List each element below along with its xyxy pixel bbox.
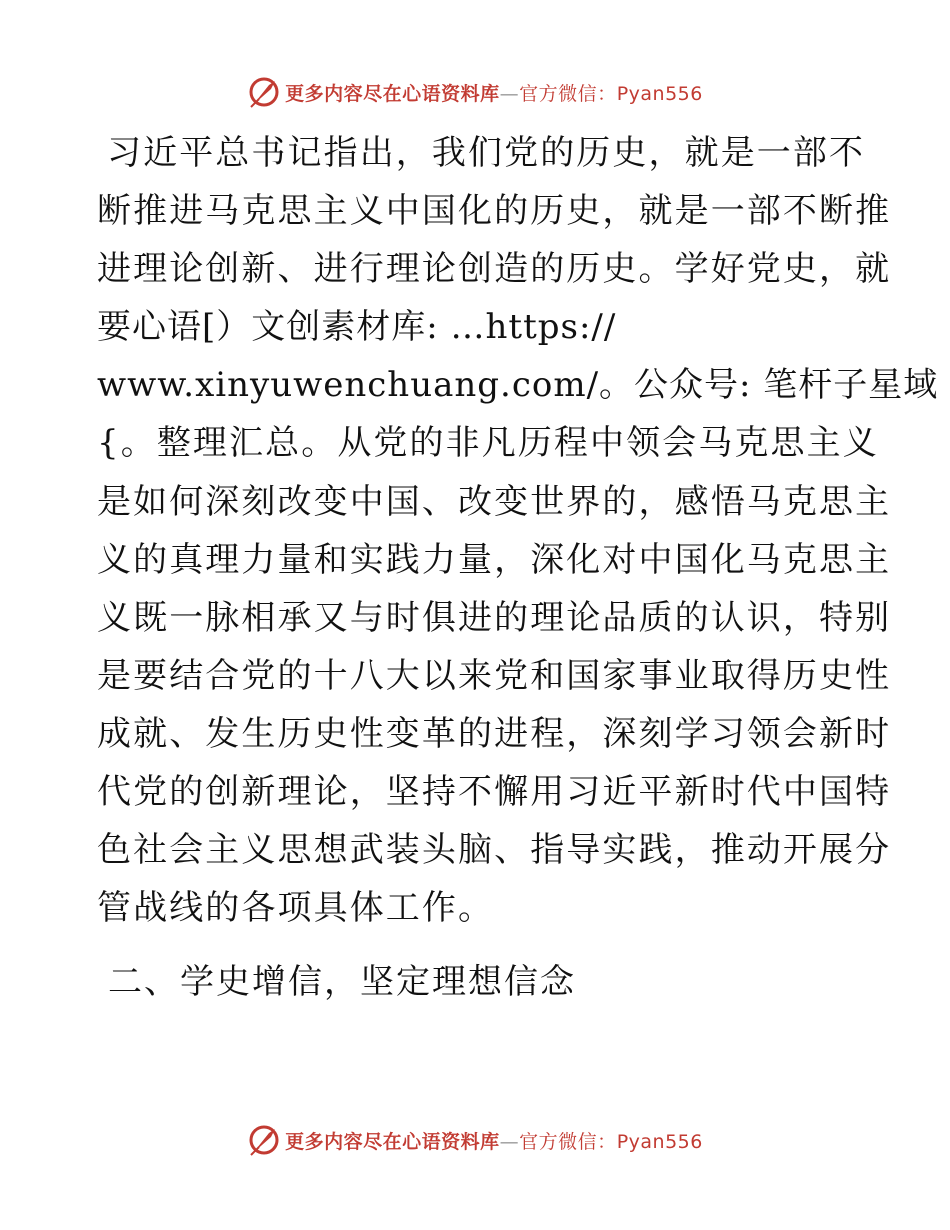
body-line: www.xinyuwenchuang.com/。公众号: 笔杆子星域 [97,365,939,406]
quill-pen-logo-icon [247,1123,281,1157]
body-line: 义既一脉相承又与时俱进的理论品质的认识，特别 [97,597,892,638]
body-line: 断推进马克思主义中国化的历史，就是一部不断推 [97,191,892,232]
body-line: 要心语[）文创素材库: …https:// [97,307,617,348]
body-line: 代党的创新理论，坚持不懈用习近平新时代中国特 [97,772,892,813]
watermark-id: Pyan556 [616,1130,703,1153]
watermark-official: 官方微信： [519,82,617,105]
quill-pen-logo-icon [247,75,281,109]
body-line: {。整理汇总。从党的非凡历程中领会马克思主义 [97,423,879,464]
watermark-separator: — [499,1130,520,1153]
watermark-official: 官方微信： [519,1130,617,1153]
watermark-id: Pyan556 [616,82,703,105]
body-line: 是要结合党的十八大以来党和国家事业取得历史性 [97,655,892,696]
body-line: 成就、发生历史性变革的进程，深刻学习领会新时 [97,713,892,754]
body-line: 是如何深刻改变中国、改变世界的，感悟马克思主 [97,481,892,522]
footer-watermark [0,1120,950,1160]
body-line: 进理论创新、进行理论创造的历史。学好党史，就 [97,249,892,290]
watermark-text [285,79,703,106]
watermark-text [285,1127,703,1154]
header-watermark [0,72,950,112]
body-line: 习近平总书记指出，我们党的历史，就是一部不 [107,133,866,173]
document-body [97,124,939,937]
section-heading: 二、学史增信，坚定理想信念 [108,962,576,1002]
body-line: 管战线的各项具体工作。 [97,888,495,929]
watermark-brand: 更多内容尽在心语资料库 [285,1130,500,1153]
watermark-separator: — [499,82,520,105]
body-line: 义的真理力量和实践力量，深化对中国化马克思主 [97,539,892,580]
watermark-brand: 更多内容尽在心语资料库 [285,82,500,105]
body-line: 色社会主义思想武装头脑、指导实践，推动开展分 [97,830,892,871]
